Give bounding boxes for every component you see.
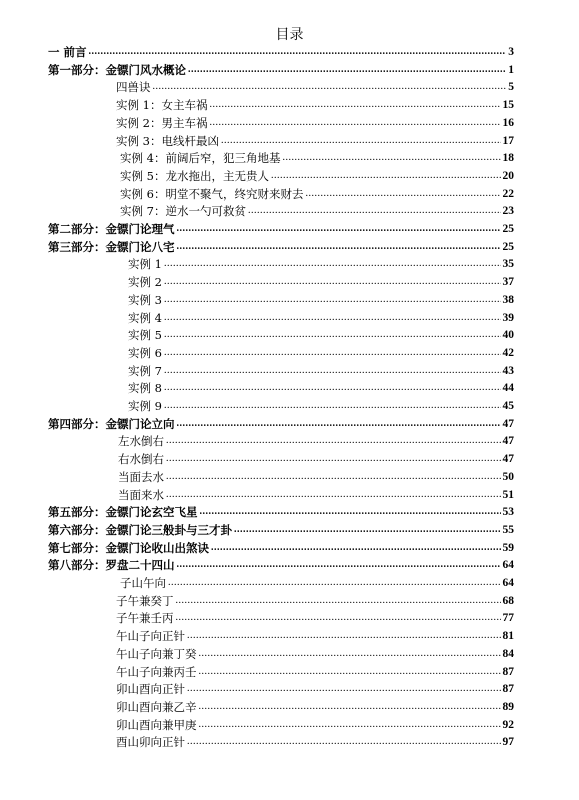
toc-dot-leader	[234, 522, 501, 538]
toc-entry[interactable]	[128, 256, 514, 272]
toc-entry[interactable]	[118, 469, 514, 485]
toc-entry-label: 实例 1	[128, 257, 162, 272]
toc-dot-leader	[199, 664, 501, 680]
toc-entry[interactable]	[116, 97, 514, 113]
toc-entry-page: 16	[502, 116, 514, 129]
toc-entry-label: 实例 4	[128, 310, 162, 325]
toc-entry[interactable]	[48, 522, 514, 538]
toc-entry-page: 1	[508, 63, 514, 76]
toc-dot-leader	[221, 133, 501, 149]
toc-entry-label: 实例 5	[128, 328, 162, 343]
toc-entry-page: 42	[502, 346, 514, 359]
toc-entry-label: 第六部分：金镖门论三般卦与三才卦	[48, 522, 232, 537]
toc-entry-page: 64	[502, 559, 514, 572]
toc-entry-page: 81	[502, 630, 514, 643]
toc-entry-page: 59	[502, 541, 514, 554]
toc-entry-page: 47	[502, 453, 514, 466]
toc-dot-leader	[164, 380, 501, 396]
toc-dot-leader	[199, 699, 501, 715]
toc-entry[interactable]	[48, 44, 514, 60]
toc-entry[interactable]	[118, 433, 514, 449]
toc-title: 目录	[275, 27, 304, 43]
toc-entry[interactable]	[120, 150, 514, 166]
toc-dot-leader	[168, 575, 501, 591]
toc-entry-label: 第三部分：金镖门论八宅	[48, 239, 175, 254]
toc-dot-leader	[282, 150, 500, 166]
toc-entry-label: 一 前言	[48, 45, 87, 59]
toc-entry-page: 43	[502, 364, 514, 377]
toc-entry-label: 第一部分：金镖门风水概论	[48, 62, 186, 77]
toc-entry[interactable]	[116, 593, 514, 609]
toc-entry-label: 实例 3：电线杆最凶	[116, 133, 219, 148]
toc-entry-label: 实例 8	[128, 381, 162, 396]
toc-entry[interactable]	[128, 274, 514, 290]
toc-entry[interactable]	[128, 398, 514, 414]
toc-dot-leader	[176, 593, 501, 609]
toc-entry[interactable]	[128, 310, 514, 326]
toc-dot-leader	[164, 310, 501, 326]
toc-dot-leader	[166, 487, 501, 503]
toc-dot-leader	[164, 256, 501, 272]
toc-entry-label: 午山子向正针	[116, 629, 185, 644]
toc-entry-page: 84	[502, 647, 514, 660]
toc-entry-label: 第五部分：金镖门论玄空飞星	[48, 505, 198, 520]
toc-dot-leader	[164, 274, 501, 290]
toc-entry-page: 68	[502, 594, 514, 607]
toc-entry[interactable]	[116, 628, 514, 644]
toc-entry-label: 当面来水	[118, 487, 164, 502]
toc-entry[interactable]	[116, 699, 514, 715]
toc-entry-page: 15	[502, 99, 514, 112]
toc-entry-page: 97	[502, 736, 514, 749]
toc-entry[interactable]	[116, 664, 514, 680]
toc-dot-leader	[271, 168, 501, 184]
toc-entry[interactable]	[128, 380, 514, 396]
toc-dot-leader	[164, 327, 501, 343]
toc-entry-page: 44	[502, 382, 514, 395]
toc-entry-label: 实例 9	[128, 399, 162, 413]
toc-dot-leader	[164, 363, 501, 379]
toc-entry-label: 卯山酉向兼乙辛	[116, 699, 197, 714]
toc-entry-page: 47	[502, 435, 514, 448]
toc-entry-label: 实例 7	[128, 363, 162, 378]
toc-entry-page: 25	[502, 223, 514, 235]
toc-dot-leader	[177, 239, 501, 255]
toc-entry-label: 第二部分：金镖门论理气	[48, 222, 175, 236]
toc-entry-label: 当面去水	[118, 469, 164, 484]
toc-dot-leader	[188, 62, 506, 78]
toc-dot-leader	[164, 345, 501, 361]
toc-entry-page: 23	[502, 205, 514, 218]
toc-entry[interactable]	[116, 133, 514, 149]
toc-dot-leader	[209, 115, 500, 131]
toc-entry-page: 92	[502, 718, 514, 731]
toc-entry-label: 卯山酉向兼甲庚	[116, 717, 197, 732]
toc-entry-page: 18	[502, 152, 514, 165]
toc-entry-page: 87	[502, 683, 514, 696]
toc-entry-page: 47	[502, 417, 514, 430]
toc-dot-leader	[164, 398, 501, 414]
toc-entry-label: 左水倒右	[118, 434, 164, 449]
toc-dot-leader	[199, 646, 501, 662]
toc-entry-page: 55	[502, 523, 514, 536]
toc-entry[interactable]	[48, 239, 514, 255]
toc-entry[interactable]	[48, 504, 514, 520]
toc-entry-page: 53	[502, 506, 514, 519]
toc-entry[interactable]	[48, 62, 514, 78]
toc-entry-label: 实例 3	[128, 292, 162, 307]
toc-entry-page: 38	[502, 293, 514, 306]
toc-entry-page: 51	[502, 488, 514, 501]
toc-entry[interactable]	[120, 575, 514, 591]
toc-entry-page: 39	[502, 311, 514, 324]
toc-entry-page: 17	[502, 134, 514, 147]
toc-entry-page: 40	[502, 329, 514, 342]
toc-entry[interactable]	[128, 292, 514, 308]
toc-entry-label: 子山午向	[120, 576, 166, 590]
toc-entry[interactable]	[48, 416, 514, 432]
toc-entry[interactable]	[120, 203, 514, 219]
toc-dot-leader	[166, 433, 501, 449]
toc-dot-leader	[248, 203, 501, 219]
toc-entry-label: 实例 1：女主车祸	[116, 98, 208, 113]
toc-dot-leader	[153, 79, 507, 95]
toc-entry-label: 子午兼壬丙	[116, 611, 174, 626]
toc-entry-label: 第八部分：罗盘二十四山	[48, 558, 175, 573]
toc-entry-page: 37	[502, 276, 514, 289]
toc-entry-label: 第七部分：金镖门论收山出煞诀	[48, 540, 209, 555]
toc-entry[interactable]	[118, 487, 514, 503]
toc-entry[interactable]	[116, 681, 514, 697]
toc-dot-leader	[166, 451, 501, 467]
toc-entry-page: 89	[502, 700, 514, 713]
toc-entry-label: 实例 6：明堂不聚气，终究财来财去	[120, 186, 304, 201]
toc-entry-label: 第四部分：金镖门论立向	[48, 416, 175, 431]
toc-entry-label: 实例 6	[128, 345, 162, 360]
toc-entry-page: 35	[502, 258, 514, 271]
toc-entry-label: 实例 7：逆水一勺可救贫	[120, 204, 246, 219]
toc-entry-label: 实例 4：前阔后窄，犯三角地基	[120, 151, 281, 166]
toc-entry-page: 87	[502, 665, 514, 678]
toc-dot-leader	[177, 221, 501, 237]
toc-entry-label: 四兽诀	[116, 80, 151, 95]
toc-entry-page: 45	[502, 400, 514, 412]
toc-entry-page: 5	[508, 81, 514, 94]
toc-entry[interactable]	[120, 168, 514, 184]
toc-dot-leader	[177, 557, 501, 573]
toc-dot-leader	[187, 681, 501, 697]
toc-dot-leader	[187, 734, 501, 750]
toc-entry-page: 25	[502, 240, 514, 253]
toc-entry-label: 午山子向兼丁癸	[116, 646, 197, 661]
toc-entry[interactable]	[128, 327, 514, 343]
toc-dot-leader	[209, 97, 500, 113]
toc-dot-leader	[89, 44, 507, 60]
toc-dot-leader	[176, 610, 501, 626]
toc-entry[interactable]	[128, 345, 514, 361]
toc-entry-label: 子午兼癸丁	[116, 593, 174, 608]
toc-entry-label: 卯山酉向正针	[116, 682, 185, 697]
toc-entry[interactable]	[116, 734, 514, 750]
toc-entry[interactable]	[116, 79, 514, 95]
toc-entry-page: 22	[502, 187, 514, 200]
toc-entry[interactable]	[48, 221, 514, 237]
toc-entry[interactable]	[116, 717, 514, 733]
toc-entry[interactable]	[48, 540, 514, 556]
toc-entry[interactable]	[116, 115, 514, 131]
toc-dot-leader	[200, 504, 501, 520]
toc-entry-page: 77	[502, 612, 514, 625]
toc-entry-label: 酉山卯向正针	[116, 735, 185, 750]
toc-dot-leader	[305, 186, 500, 202]
toc-entry[interactable]	[116, 610, 514, 626]
toc-entry-page: 64	[502, 577, 514, 589]
toc-entry-label: 实例 2	[128, 275, 162, 290]
toc-dot-leader	[211, 540, 501, 556]
toc-entry-label: 实例 5：龙水拖出，主无贵人	[120, 168, 269, 183]
toc-entry-label: 右水倒右	[118, 452, 164, 467]
toc-dot-leader	[177, 416, 501, 432]
toc-entry-label: 实例 2：男主车祸	[116, 115, 208, 130]
toc-entry-page: 20	[502, 169, 514, 182]
toc-entry-label: 午山子向兼丙壬	[116, 664, 197, 679]
toc-entry[interactable]	[48, 557, 514, 573]
toc-dot-leader	[164, 292, 501, 308]
toc-entry[interactable]	[118, 451, 514, 467]
toc-entry[interactable]	[120, 186, 514, 202]
toc-dot-leader	[187, 628, 501, 644]
toc-entry[interactable]	[128, 363, 514, 379]
toc-entry[interactable]	[116, 646, 514, 662]
toc-entry-page: 3	[508, 46, 514, 58]
toc-dot-leader	[199, 717, 501, 733]
toc-entry-page: 50	[502, 470, 514, 483]
toc-dot-leader	[166, 469, 501, 485]
